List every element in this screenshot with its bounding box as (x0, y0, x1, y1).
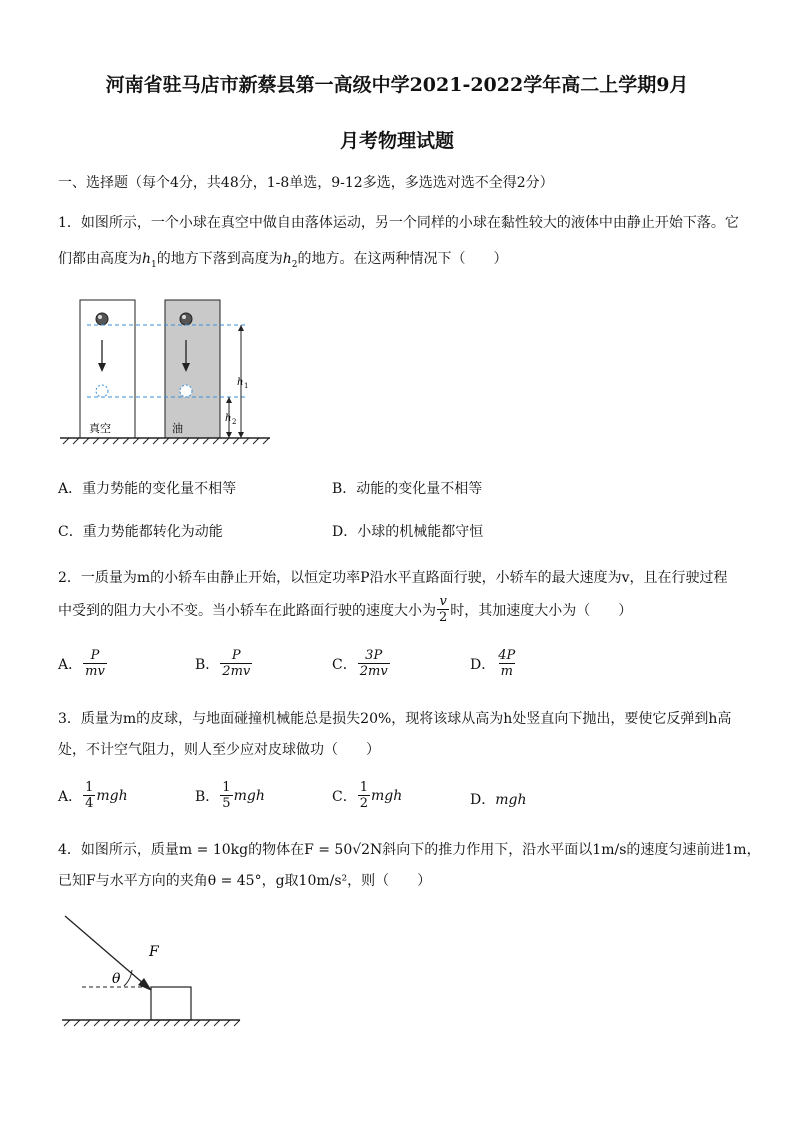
q3-option-b[interactable]: B． 1 5 mgh (195, 780, 265, 811)
exam-title-line1: 河南省驻马店市新蔡县第一高级中学2021-2022学年高二上学期9月 (105, 74, 689, 96)
block (151, 987, 191, 1020)
q1-option-d[interactable]: D．小球的机械能都守恒 (332, 524, 484, 540)
h2-label-sub: 2 (232, 418, 237, 426)
q1-figure (55, 295, 275, 450)
q1-h1-subscript: 1 (151, 259, 157, 270)
q2-text-part-b: 时，其加速度大小为（ ） (450, 602, 633, 619)
q4-figure (60, 912, 245, 1030)
q2-option-b[interactable]: B． P 2mv (195, 648, 251, 679)
q1-text-part-c: 的地方。在这两种情况下（ ） (297, 251, 508, 267)
q3-text-line1: 3．质量为m的皮球，与地面碰撞机械能总是损失20%，现将该球从高为h处竖直向下抛出，要使它反弹到h高 (58, 711, 732, 727)
q3-option-a[interactable]: A． 1 4 mgh (58, 780, 128, 811)
q3-option-d[interactable]: D．mgh (470, 792, 527, 808)
q4-text-line2: 已知F与水平方向的夹角θ = 45°，g取10m/s²，则（ ） (58, 873, 432, 889)
h1-label: h (237, 377, 244, 388)
q1-h2-subscript: 2 (291, 259, 298, 270)
q1-h1-symbol: h (142, 251, 152, 267)
q1-text-part-a: 们都由高度为 (58, 251, 142, 267)
q2-option-d[interactable]: D． 4P m (470, 648, 516, 679)
h2-label: h (225, 413, 232, 424)
oil-ball-start (180, 313, 192, 325)
q2-option-a[interactable]: A． P mv (58, 648, 105, 679)
force-label: F (149, 944, 159, 960)
oil-tube (165, 300, 220, 438)
q1-option-a[interactable]: A．重力势能的变化量不相等 (58, 481, 237, 497)
q1-option-b[interactable]: B．动能的变化量不相等 (332, 481, 483, 497)
q4-text-line1: 4．如图所示，质量m = 10kg的物体在F = 50√2N斜向下的推力作用下，沿水平面以1m/s的速度匀速前进1m， (58, 842, 761, 858)
q1-text-line2 (58, 248, 508, 270)
q3-text-line2: 处，不计空气阻力，则人至少应对皮球做功（ ） (58, 742, 380, 758)
q2-text-line1: 2．一质量为m的小轿车由静止开始，以恒定功率P沿水平直路面行驶，小轿车的最大速度为v，且在行驶过程 (58, 570, 728, 586)
q2-option-c[interactable]: C． 3P 2mv (332, 648, 388, 679)
oil-ball-end (180, 385, 192, 397)
q1-option-c[interactable]: C．重力势能都转化为动能 (58, 524, 223, 540)
q2-v-half-fraction: v 2 (439, 594, 448, 625)
oil-label: 油 (172, 422, 183, 435)
q2-text-line2 (58, 594, 632, 625)
vacuum-ball-start (96, 313, 108, 325)
q3-option-c[interactable]: C． 1 2 mgh (332, 780, 403, 811)
vacuum-label: 真空 (89, 422, 111, 435)
q1-text-line1: 1．如图所示，一个小球在真空中做自由落体运动，另一个同样的小球在黏性较大的液体中由静止开始下落。它 (58, 215, 739, 231)
q1-h2-symbol: h (282, 251, 292, 267)
exam-title-line2: 月考物理试题 (339, 130, 454, 152)
h1-label-sub: 1 (244, 382, 249, 390)
section-heading: 一、选择题（每个4分，共48分，1-8单选，9-12多选，多选选对选不全得2分） (58, 175, 554, 191)
angle-label: θ (112, 971, 121, 987)
q2-text-part-a: 中受到的阻力大小不变。当小轿车在此路面行驶的速度大小为 (58, 602, 436, 619)
q1-text-part-b: 的地方下落到高度为 (156, 251, 283, 267)
